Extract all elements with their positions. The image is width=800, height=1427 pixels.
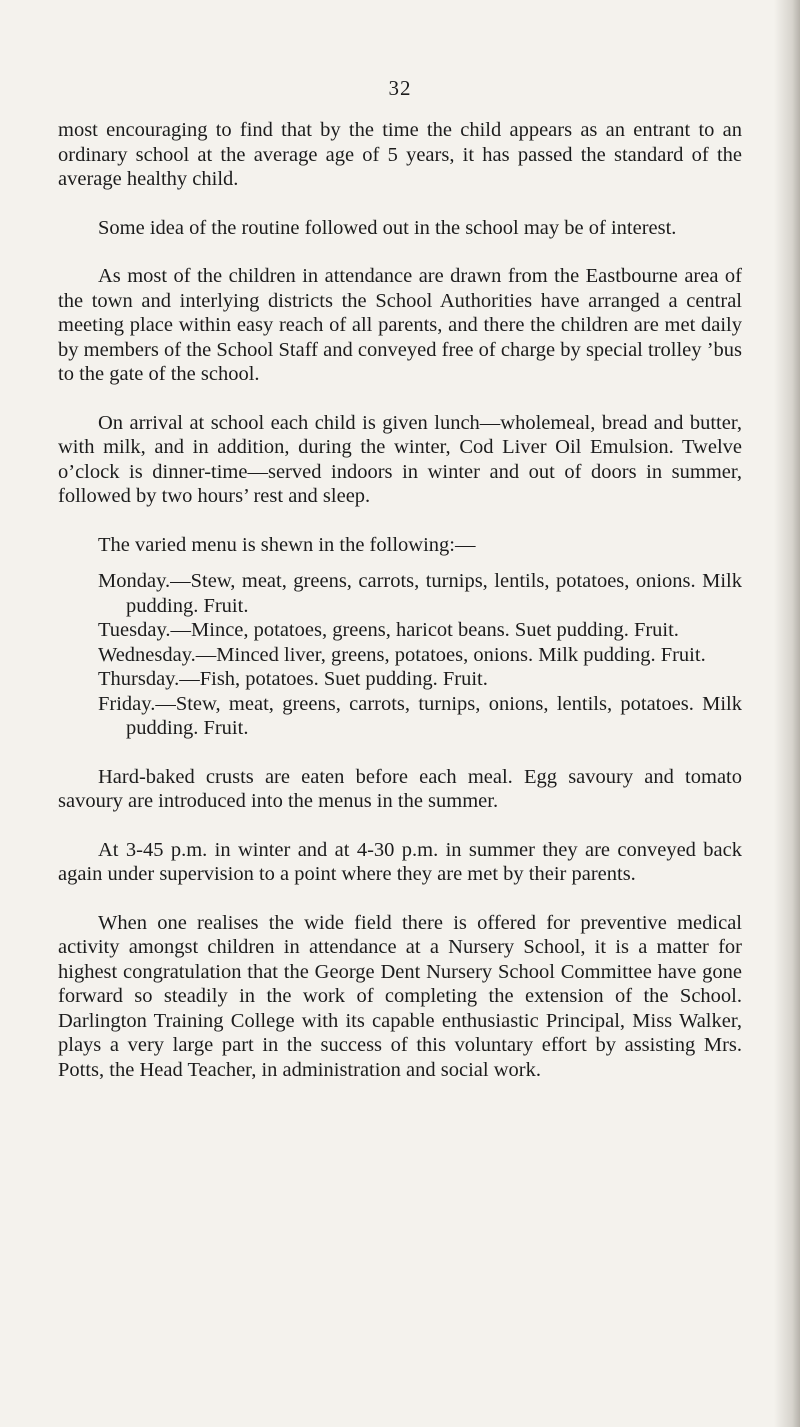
menu-item-tuesday: Tuesday.—Mince, potatoes, greens, haricot beans. Suet pudding. Fruit. bbox=[98, 619, 679, 641]
weekly-menu-list bbox=[98, 569, 742, 741]
paragraph-meals: On arrival at school each child is given lunch—wholemeal, bread and butter, with milk, and in addition, during the winter, Cod Liver Oil Emulsion. Twelve o’clock is dinner-time—served indoors in winter and out of doors in summer, followed by two hours’ rest and sleep. bbox=[58, 411, 742, 507]
menu-item-wednesday: Wednesday.—Minced liver, greens, potatoes, onions. Milk pudding. Fruit. bbox=[98, 643, 706, 666]
paragraph-menu-intro: The varied menu is shewn in the following:— bbox=[98, 533, 476, 556]
menu-item-monday: Monday.—Stew, meat, greens, carrots, turnips, lentils, potatoes, onions. Milk pudding. Fruit. bbox=[98, 570, 742, 617]
scan-edge-shadow bbox=[774, 0, 800, 1427]
body-text bbox=[58, 118, 742, 1106]
paragraph-continuation: most encouraging to find that by the time the child appears as an entrant to an ordinary school at the average age of 5 years, it has passed the standard of the average healthy child. bbox=[58, 119, 742, 190]
page-number: 32 bbox=[388, 76, 412, 100]
paragraph-crusts: Hard-baked crusts are eaten before each meal. Egg savoury and tomato savoury are introduced into the menus in the summer. bbox=[58, 765, 742, 812]
menu-item-friday: Friday.—Stew, meat, greens, carrots, turnips, onions, lentils, potatoes. Milk pudding. Fruit. bbox=[98, 692, 742, 739]
paragraph-routine-intro: Some idea of the routine followed out in the school may be of interest. bbox=[98, 216, 677, 239]
paragraph-transport: As most of the children in attendance are drawn from the Eastbourne area of the town and interlying districts the School Authorities have arranged a central meeting place within easy reach of all parents, and there the children are met daily by members of the School Staff and conveyed free of charge by special trolley ’bus to the gate of the school. bbox=[58, 265, 742, 385]
paragraph-congratulation: When one realises the wide field there is offered for preventive medical activity amongst children in attendance at a Nursery School, it is a matter for highest congratulation that the George Dent Nursery School Committee have gone forward so steadily in the work of completing the extension of the School. Darlington Training College with its capable enthusiastic Principal, Miss Walker, plays a very large part in the success of this voluntary effort by assisting Mrs. Potts, the Head Teacher, in administration and social work. bbox=[58, 911, 742, 1081]
paragraph-return: At 3-45 p.m. in winter and at 4-30 p.m. in summer they are conveyed back again under supervision to a point where they are met by their parents. bbox=[58, 838, 742, 885]
menu-item-thursday: Thursday.—Fish, potatoes. Suet pudding. Fruit. bbox=[98, 668, 488, 690]
